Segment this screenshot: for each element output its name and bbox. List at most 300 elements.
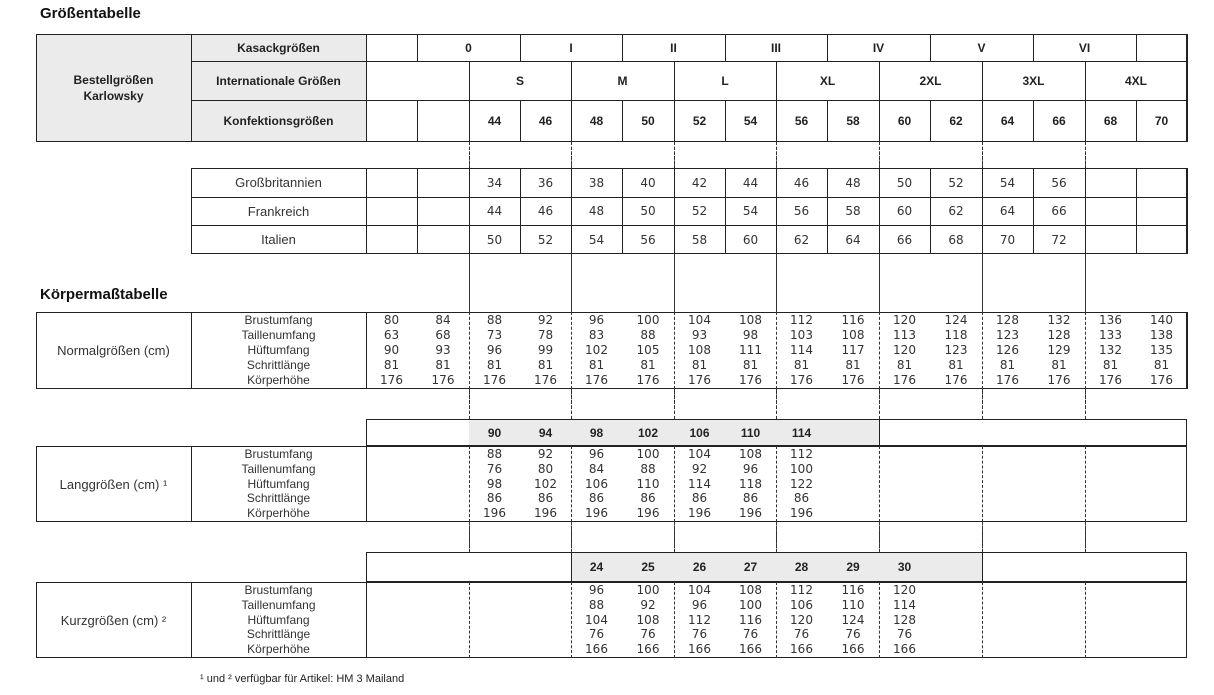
dashed-guide — [469, 582, 470, 658]
measure-value: 112 — [790, 313, 813, 327]
measure-label: Schrittlänge — [246, 627, 311, 642]
measure-value: 113 — [893, 328, 916, 342]
measure-value: 102 — [585, 343, 608, 357]
country-size: 38 — [588, 175, 605, 190]
measure-value: 96 — [691, 597, 708, 612]
intl-size: L — [721, 73, 729, 88]
dashed-guide — [879, 389, 880, 419]
measure-value: 76 — [793, 627, 810, 642]
measure-value: 73 — [486, 328, 503, 342]
measure-value: 96 — [742, 461, 759, 476]
measure-value: 76 — [640, 627, 656, 642]
dashed-guide — [674, 389, 675, 419]
measure-value: 112 — [688, 612, 711, 627]
measure-value: 86 — [793, 491, 810, 506]
measure-value: 88 — [640, 328, 656, 342]
measure-value: 92 — [691, 461, 708, 476]
measure-value: 176 — [688, 373, 711, 387]
measure-value: 133 — [1099, 328, 1122, 342]
konf-size: 44 — [487, 114, 502, 128]
kurz-header-size: 30 — [897, 560, 912, 574]
grid-line — [1136, 168, 1137, 254]
konf-size: 52 — [692, 114, 707, 128]
country-size: 56 — [793, 204, 810, 218]
grid-line — [1136, 34, 1137, 61]
grid-line — [879, 419, 880, 446]
konf-size: 64 — [1000, 114, 1015, 128]
dashed-guide — [982, 389, 983, 419]
dashed-guide — [674, 312, 675, 389]
measure-value: 176 — [996, 373, 1019, 387]
measure-value: 196 — [534, 506, 557, 521]
measure-value: 81 — [999, 358, 1016, 372]
measure-value: 176 — [483, 373, 506, 387]
grid-line — [366, 446, 367, 522]
dashed-guide — [879, 312, 880, 389]
dashed-guide — [1085, 389, 1086, 419]
dashed-guide — [879, 142, 880, 168]
measure-value: 128 — [996, 313, 1019, 327]
measure-value: 81 — [435, 358, 451, 372]
kasack-size: V — [977, 40, 986, 55]
dashed-guide — [1085, 446, 1086, 522]
measure-value: 76 — [588, 627, 605, 642]
kurz-header-size: 26 — [692, 560, 707, 574]
measure-value: 176 — [1099, 373, 1122, 387]
country-size: 52 — [537, 232, 554, 247]
konf-size: 60 — [897, 114, 912, 128]
country-size: 50 — [486, 232, 503, 247]
measure-label: Körperhöhe — [247, 373, 310, 387]
measure-value: 176 — [739, 373, 762, 387]
measure-value: 88 — [588, 597, 605, 612]
measure-value: 106 — [790, 597, 813, 612]
dashed-guide — [776, 312, 777, 389]
country-size: 66 — [1051, 204, 1067, 218]
country-size: 72 — [1051, 232, 1067, 247]
grid-line — [366, 168, 367, 254]
dashed-guide — [982, 582, 983, 658]
konf-size: 70 — [1154, 114, 1169, 128]
measure-value: 166 — [790, 642, 813, 657]
country-size: 58 — [691, 232, 708, 247]
grid-line — [1187, 312, 1188, 389]
grid-line — [417, 100, 418, 142]
measure-value: 100 — [636, 446, 660, 461]
dashed-guide — [571, 446, 572, 522]
measure-value: 140 — [1150, 313, 1173, 327]
measure-value: 81 — [793, 358, 810, 372]
measure-value: 86 — [640, 491, 656, 506]
dashed-guide — [469, 522, 470, 552]
country-size: 62 — [948, 204, 964, 218]
dashed-guide — [469, 142, 470, 168]
konf-size: 68 — [1103, 114, 1118, 128]
country-size: 42 — [691, 175, 708, 190]
measure-value: 120 — [893, 343, 916, 357]
measure-value: 88 — [486, 446, 503, 461]
country-size: 46 — [537, 204, 554, 218]
country-size: 44 — [742, 175, 759, 190]
measure-value: 106 — [585, 476, 608, 491]
grid-line — [366, 582, 367, 658]
bestell-label: Bestellgrößen Karlowsky — [73, 73, 154, 103]
measure-value: 104 — [585, 612, 608, 627]
measure-label: Hüftumfang — [247, 343, 310, 357]
kasack-size: III — [770, 40, 781, 55]
measure-value: 88 — [486, 313, 503, 327]
measure-value: 108 — [841, 328, 865, 342]
measure-value: 166 — [739, 642, 762, 657]
grid-line — [1187, 100, 1188, 142]
measure-value: 98 — [486, 476, 503, 491]
country-size: 48 — [845, 175, 861, 190]
dashed-guide — [571, 254, 572, 312]
measure-value: 120 — [893, 582, 916, 597]
intl-size: 2XL — [919, 73, 942, 88]
dashed-guide — [469, 312, 470, 389]
measure-value: 104 — [688, 313, 711, 327]
measure-value: 128 — [893, 612, 916, 627]
measure-value: 112 — [790, 582, 813, 597]
measure-value: 108 — [636, 612, 660, 627]
lang-header-size: 102 — [637, 425, 659, 440]
measure-group-label: Kurzgrößen (cm) ² — [60, 612, 167, 628]
kasack-row-label: Kasackgrößen — [237, 40, 320, 55]
measure-label: Brustumfang — [244, 313, 313, 327]
measure-value: 196 — [688, 506, 711, 521]
measure-value: 81 — [896, 358, 913, 372]
konf-size: 54 — [743, 114, 758, 128]
dashed-guide — [982, 254, 983, 312]
measure-value: 108 — [739, 313, 762, 327]
measure-value: 81 — [948, 358, 964, 372]
grid-line — [1085, 168, 1086, 254]
grid-line — [1187, 168, 1188, 254]
measure-value: 124 — [841, 612, 865, 627]
measure-value: 99 — [537, 343, 554, 357]
measure-value: 104 — [688, 446, 711, 461]
measure-value: 96 — [588, 313, 605, 327]
measure-value: 176 — [1047, 373, 1071, 387]
measure-value: 80 — [537, 461, 554, 476]
measure-label: Brustumfang — [244, 446, 313, 461]
konf-size: 58 — [846, 114, 860, 128]
measure-value: 176 — [790, 373, 813, 387]
dashed-guide — [879, 446, 880, 522]
measure-value: 176 — [431, 373, 455, 387]
country-size: 60 — [742, 232, 759, 247]
dashed-guide — [571, 312, 572, 389]
measure-value: 80 — [383, 313, 400, 327]
intl-size: S — [515, 73, 524, 88]
dashed-guide — [674, 142, 675, 168]
measure-value: 108 — [739, 446, 762, 461]
country-size: 64 — [999, 204, 1016, 218]
country-size: 54 — [742, 204, 759, 218]
measure-label: Schrittlänge — [246, 358, 311, 372]
measure-value: 100 — [790, 461, 813, 476]
country-size: 60 — [896, 204, 913, 218]
measure-value: 92 — [640, 597, 656, 612]
measure-value: 111 — [739, 343, 762, 357]
grid-line — [417, 168, 418, 254]
measure-value: 93 — [435, 343, 451, 357]
measure-value: 123 — [996, 328, 1019, 342]
measure-value: 176 — [893, 373, 916, 387]
lang-header-size: 110 — [740, 425, 761, 440]
measure-value: 110 — [841, 597, 865, 612]
dashed-guide — [982, 522, 983, 552]
lang-header-size: 114 — [791, 425, 812, 440]
dashed-guide — [674, 582, 675, 658]
measure-value: 112 — [790, 446, 813, 461]
country-size: 58 — [845, 204, 861, 218]
grid-line — [1187, 34, 1188, 61]
dashed-guide — [776, 254, 777, 312]
kurz-header-size: 27 — [743, 560, 758, 574]
measure-value: 81 — [486, 358, 503, 372]
country-size: 56 — [1051, 175, 1067, 190]
dashed-guide — [982, 446, 983, 522]
body-measure-title: Körpermaßtabelle — [40, 285, 168, 303]
measure-value: 76 — [742, 627, 759, 642]
measure-value: 81 — [537, 358, 554, 372]
measure-value: 176 — [636, 373, 660, 387]
measure-value: 118 — [739, 476, 762, 491]
measure-value: 196 — [636, 506, 660, 521]
lang-header-size: 90 — [487, 425, 502, 440]
kurz-header-size: 29 — [846, 560, 860, 574]
kurz-header-size: 25 — [641, 560, 655, 574]
country-size: 44 — [486, 204, 503, 218]
measure-value: 176 — [944, 373, 968, 387]
measure-value: 100 — [636, 582, 660, 597]
kasack-size: II — [670, 40, 677, 55]
measure-value: 76 — [845, 627, 861, 642]
measure-value: 81 — [588, 358, 605, 372]
measure-label: Hüftumfang — [247, 612, 310, 627]
measure-value: 196 — [585, 506, 608, 521]
dashed-guide — [982, 312, 983, 389]
measure-value: 120 — [893, 313, 916, 327]
measure-value: 129 — [1047, 343, 1071, 357]
measure-value: 86 — [588, 491, 605, 506]
measure-value: 76 — [691, 627, 708, 642]
measure-value: 88 — [640, 461, 656, 476]
measure-label: Körperhöhe — [247, 642, 310, 657]
grid-line — [366, 100, 367, 142]
measure-value: 100 — [636, 313, 660, 327]
measure-value: 166 — [636, 642, 660, 657]
intl-size: XL — [819, 73, 836, 88]
measure-value: 98 — [742, 328, 759, 342]
country-size: 70 — [999, 232, 1016, 247]
measure-value: 102 — [534, 476, 557, 491]
kasack-size: 0 — [465, 40, 472, 55]
measure-value: 126 — [996, 343, 1019, 357]
measure-label: Körperhöhe — [247, 506, 310, 521]
konf-size: 46 — [538, 114, 553, 128]
konf-size: 50 — [641, 114, 655, 128]
country-size: 50 — [896, 175, 913, 190]
measure-value: 76 — [896, 627, 913, 642]
dashed-guide — [982, 142, 983, 168]
kurz-header-size: 24 — [589, 560, 604, 574]
measure-value: 83 — [588, 328, 605, 342]
dashed-guide — [674, 522, 675, 552]
measure-value: 123 — [944, 343, 968, 357]
measure-value: 138 — [1150, 328, 1173, 342]
dashed-guide — [776, 142, 777, 168]
konf-row-label: Konfektionsgrößen — [223, 114, 334, 128]
measure-value: 90 — [383, 343, 400, 357]
kurz-header-size: 28 — [794, 560, 809, 574]
country-size: 66 — [896, 232, 913, 247]
measure-value: 92 — [537, 313, 554, 327]
dashed-guide — [1085, 312, 1086, 389]
measure-value: 114 — [893, 597, 916, 612]
measure-label: Taillenumfang — [241, 597, 316, 612]
dashed-guide — [1085, 142, 1086, 168]
dashed-guide — [1085, 254, 1086, 312]
dashed-guide — [776, 582, 777, 658]
dashed-guide — [1085, 522, 1086, 552]
measure-value: 84 — [435, 313, 451, 327]
measure-value: 63 — [383, 328, 400, 342]
grid-line — [366, 61, 367, 100]
dashed-guide — [879, 254, 880, 312]
measure-value: 86 — [691, 491, 708, 506]
konf-size: 56 — [794, 114, 809, 128]
dashed-guide — [571, 522, 572, 552]
measure-value: 81 — [845, 358, 861, 372]
country-size: 36 — [537, 175, 554, 190]
measure-value: 196 — [790, 506, 813, 521]
measure-value: 81 — [1153, 358, 1170, 372]
measure-label: Schrittlänge — [246, 491, 311, 506]
country-size: 56 — [640, 232, 656, 247]
measure-label: Brustumfang — [244, 582, 313, 597]
dashed-guide — [1085, 582, 1086, 658]
measure-value: 132 — [1099, 343, 1122, 357]
country-size: 46 — [793, 175, 810, 190]
country-size: 34 — [486, 175, 503, 190]
country-size: 68 — [948, 232, 964, 247]
country-size: 52 — [691, 204, 708, 218]
grid-line — [366, 34, 367, 61]
measure-value: 81 — [383, 358, 400, 372]
measure-value: 132 — [1047, 313, 1071, 327]
measure-value: 100 — [739, 597, 762, 612]
intl-size: 4XL — [1124, 73, 1147, 88]
measure-value: 110 — [636, 476, 660, 491]
dashed-guide — [469, 389, 470, 419]
dashed-guide — [571, 582, 572, 658]
lang-header-size: 98 — [589, 425, 604, 440]
measure-value: 128 — [1047, 328, 1071, 342]
dashed-guide — [469, 446, 470, 522]
lang-header-size: 106 — [689, 425, 710, 440]
country-size: 64 — [845, 232, 861, 247]
measure-group-label: Langgrößen (cm) ¹ — [59, 476, 168, 492]
measure-value: 176 — [1150, 373, 1173, 387]
dashed-guide — [776, 446, 777, 522]
intl-size: 3XL — [1022, 73, 1045, 88]
measure-value: 135 — [1150, 343, 1173, 357]
measure-value: 196 — [739, 506, 762, 521]
measure-value: 166 — [893, 642, 916, 657]
country-label: Großbritannien — [235, 175, 322, 190]
measure-value: 176 — [841, 373, 865, 387]
measure-value: 81 — [1051, 358, 1067, 372]
country-size: 48 — [588, 204, 605, 218]
dashed-guide — [776, 389, 777, 419]
measure-value: 92 — [537, 446, 554, 461]
measure-value: 93 — [691, 328, 708, 342]
measure-value: 105 — [636, 343, 660, 357]
dashed-guide — [571, 389, 572, 419]
intl-size: M — [617, 73, 628, 88]
measure-value: 166 — [841, 642, 865, 657]
country-label: Frankreich — [247, 203, 310, 219]
measure-value: 81 — [1102, 358, 1119, 372]
kasack-size: VI — [1078, 40, 1091, 55]
konf-size: 48 — [589, 114, 604, 128]
measure-value: 116 — [841, 582, 865, 597]
dashed-guide — [469, 254, 470, 312]
kasack-size: I — [569, 40, 573, 55]
measure-value: 118 — [944, 328, 968, 342]
dashed-guide — [674, 254, 675, 312]
measure-value: 81 — [691, 358, 708, 372]
footnote: ¹ und ² verfügbar für Artikel: HM 3 Mailand — [200, 673, 405, 685]
measure-value: 108 — [688, 343, 711, 357]
measure-value: 176 — [534, 373, 557, 387]
measure-value: 124 — [944, 313, 968, 327]
measure-value: 86 — [742, 491, 759, 506]
grid-line — [982, 552, 983, 582]
lang-header-size: 94 — [538, 425, 553, 440]
measure-value: 96 — [486, 343, 503, 357]
measure-value: 81 — [640, 358, 656, 372]
measure-value: 116 — [841, 313, 865, 327]
konf-size: 62 — [949, 114, 963, 128]
dashed-guide — [776, 522, 777, 552]
measure-value: 104 — [688, 582, 711, 597]
measure-value: 166 — [585, 642, 608, 657]
measure-value: 176 — [380, 373, 403, 387]
measure-label: Taillenumfang — [241, 461, 316, 476]
country-size: 50 — [640, 204, 656, 218]
country-size: 40 — [640, 175, 656, 190]
measure-group-label: Normalgrößen (cm) — [57, 343, 170, 358]
measure-value: 76 — [486, 461, 503, 476]
measure-label: Taillenumfang — [241, 328, 316, 342]
measure-value: 176 — [585, 373, 608, 387]
measure-value: 84 — [588, 461, 605, 476]
page-title: Größentabelle — [40, 4, 141, 22]
measure-value: 122 — [790, 476, 813, 491]
measure-value: 81 — [742, 358, 759, 372]
dashed-guide — [879, 582, 880, 658]
intl-row-label: Internationale Größen — [216, 73, 341, 88]
konf-size: 66 — [1052, 114, 1066, 128]
measure-value: 120 — [790, 612, 813, 627]
measure-value: 114 — [688, 476, 711, 491]
country-label: Italien — [261, 232, 296, 247]
measure-value: 68 — [435, 328, 451, 342]
